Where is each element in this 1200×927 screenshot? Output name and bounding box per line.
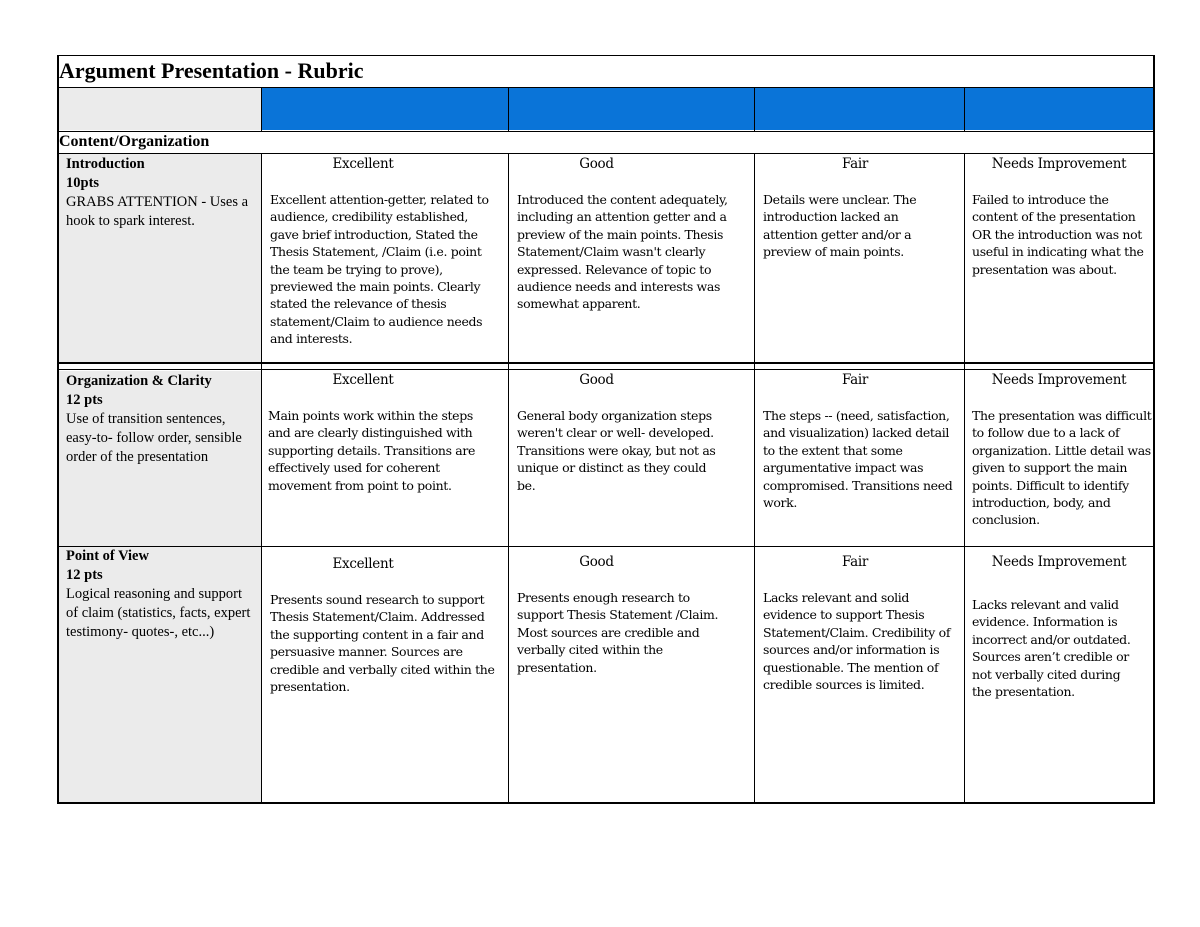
level-label-fair: Fair (841, 372, 869, 388)
rubric-sheet (57, 55, 1155, 804)
criteria-header-cell (58, 88, 261, 130)
criterion-point-of-view (66, 547, 256, 642)
table-border-left (57, 55, 59, 804)
level-label-excellent: Excellent (332, 156, 394, 172)
intro-excellent-text: Excellent attention-getter, related to audience, credibility established, gave brief introduction, Stated the Thesis Statement, /Claim (i.e. point the team be trying to prove), previewed the main points. Clearly stated the relevance of thesis statement/Claim to audience needs and interests. (270, 192, 489, 347)
criterion-name: Point of View (66, 548, 149, 564)
level-label-good: Good (579, 156, 614, 172)
criterion-description: GRABS ATTENTION - Uses a hook to spark interest. (66, 194, 249, 229)
page-title: Argument Presentation - Rubric (59, 58, 364, 83)
column-divider (261, 87, 262, 132)
pov-excellent-text: Presents sound research to support Thesis Statement/Claim. Addressed the supporting content in a fair and persuasive manner. Sources are credible and verbally cited within the presentation. (270, 592, 495, 695)
table-line (57, 153, 1155, 154)
column-divider (754, 153, 755, 803)
criterion-description: Use of transition sentences, easy-to- follow order, sensible order of the presentation (66, 411, 242, 465)
table-line (57, 131, 1155, 132)
column-divider (508, 153, 509, 803)
criterion-points: 10pts (66, 175, 100, 191)
org-good-text: General body organization steps weren't clear or well- developed. Transitions were okay, but not as unique or distinct as they could be. (517, 408, 716, 493)
table-line (57, 87, 1155, 88)
criterion-organization (66, 372, 256, 467)
criterion-description: Logical reasoning and support of claim (statistics, facts, expert testimony- quotes-, etc...) (66, 586, 251, 640)
column-divider (261, 153, 262, 803)
criterion-name: Organization & Clarity (66, 373, 212, 389)
level-label-needs-improvement: Needs Improvement (991, 554, 1127, 570)
column-divider (508, 87, 509, 132)
intro-needs-improvement-text: Failed to introduce the content of the presentation OR the introduction was not useful in indicating what the presentation was about. (972, 192, 1144, 277)
section-label: Content/Organization (59, 133, 210, 150)
level-label-fair: Fair (841, 554, 869, 570)
table-border-top (57, 55, 1155, 56)
table-line (57, 369, 1155, 370)
org-needs-improvement-text: The presentation was difficult to follow due to a lack of organization. Little detail was given to support the main points. Difficult to identify introduction, body, and conclusion. (972, 408, 1152, 528)
criterion-points: 12 pts (66, 392, 103, 408)
criterion-name: Introduction (66, 156, 145, 172)
level-header-band (262, 88, 1154, 130)
pov-fair-text: Lacks relevant and solid evidence to support Thesis Statement/Claim. Credibility of sources and/or information is questionable. The mention of credible sources is limited. (763, 590, 951, 693)
level-label-needs-improvement: Needs Improvement (991, 372, 1127, 388)
intro-fair-text: Details were unclear. The introduction lacked an attention getter and/or a preview of main points. (763, 192, 917, 260)
level-label-needs-improvement: Needs Improvement (991, 156, 1127, 172)
level-label-fair: Fair (841, 156, 869, 172)
table-line (57, 362, 1155, 364)
criterion-introduction (66, 155, 256, 231)
pov-good-text: Presents enough research to support Thesis Statement /Claim. Most sources are credible and verbally cited within the presentation. (517, 590, 719, 675)
table-border-bottom (57, 802, 1155, 804)
column-divider (964, 87, 965, 132)
criterion-points: 12 pts (66, 567, 103, 583)
level-label-excellent: Excellent (332, 372, 394, 388)
level-label-good: Good (579, 554, 614, 570)
level-label-good: Good (579, 372, 614, 388)
table-border-right (1153, 55, 1155, 804)
org-fair-text: The steps -- (need, satisfaction, and visualization) lacked detail to the extent that some argumentative impact was compromised. Transitions need work. (763, 408, 953, 511)
intro-good-text: Introduced the content adequately, including an attention getter and a preview of the main points. Thesis Statement/Claim wasn't clearly expressed. Relevance of topic to audience needs and interests was somewhat apparent. (517, 192, 728, 312)
column-divider (964, 153, 965, 803)
pov-needs-improvement-text: Lacks relevant and valid evidence. Information is incorrect and/or outdated. Sources aren’t credible or not verbally cited during the presentation. (972, 597, 1131, 700)
level-label-excellent: Excellent (332, 556, 394, 572)
org-excellent-text: Main points work within the steps and are clearly distinguished with supporting details. Transitions are effectively used for coherent movement from point to point. (268, 408, 476, 493)
column-divider (754, 87, 755, 132)
